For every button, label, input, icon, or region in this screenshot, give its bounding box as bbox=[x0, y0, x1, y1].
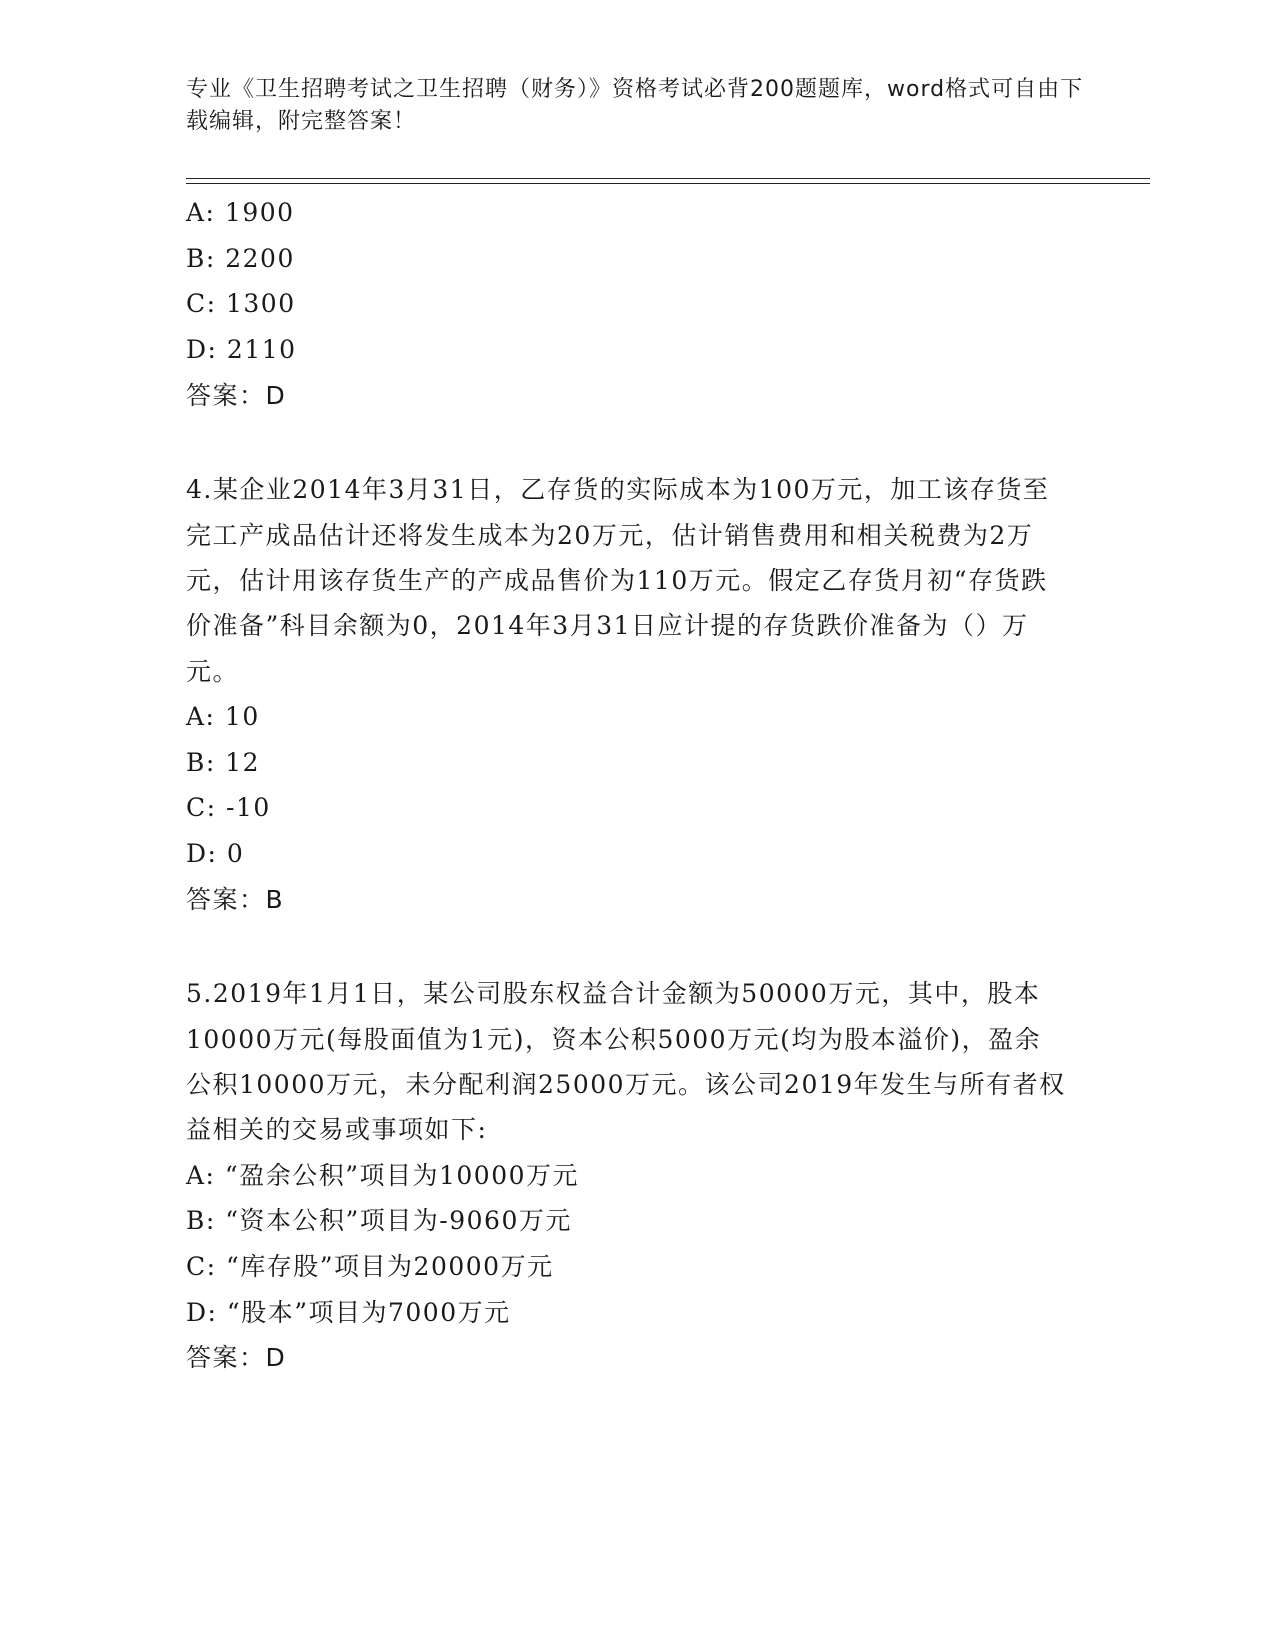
option-c: C: -10 bbox=[186, 793, 271, 823]
header-divider-top bbox=[186, 178, 1150, 179]
option-a: A: 1900 bbox=[186, 198, 295, 227]
question-4-text: 4.某企业2014年3月31日，乙存货的实际成本为100万元，加工该存货至完工产成品估计还将发生成本为20万元，估计销售费用和相关税费为2万元，估计用该存货生产的产成品售价为110万元。假定乙存货月初“存货跌价准备”科目余额为0，2014年3月31日应计提的存货跌价准备为（）万元。 bbox=[186, 475, 1050, 686]
option-d: D: “股本”项目为7000万元 bbox=[186, 1297, 511, 1327]
option-b: B: 2200 bbox=[186, 243, 295, 273]
option-a: A: 10 bbox=[186, 701, 260, 731]
question-4-answer: 答案：B bbox=[186, 884, 285, 914]
document-header: 专业《卫生招聘考试之卫生招聘（财务）》资格考试必背200题题库，word格式可自由下载编辑，附完整答案！ bbox=[186, 77, 1084, 134]
option-d: D: 2110 bbox=[186, 335, 297, 365]
question-3-answer: 答案：D bbox=[186, 380, 287, 410]
option-c: C: “库存股”项目为20000万元 bbox=[186, 1251, 554, 1281]
spacer bbox=[186, 922, 1086, 971]
question-5-options bbox=[186, 1153, 1086, 1336]
document-body bbox=[186, 190, 1086, 1381]
option-b: B: 12 bbox=[186, 747, 261, 777]
question-5-answer: 答案：D bbox=[186, 1343, 287, 1373]
option-b: B: “资本公积”项目为-9060万元 bbox=[186, 1206, 572, 1236]
spacer bbox=[186, 418, 1086, 467]
header-divider-bottom bbox=[186, 183, 1150, 184]
option-a: A: “盈余公积”项目为10000万元 bbox=[186, 1160, 580, 1190]
question-5-text: 5.2019年1月1日，某公司股东权益合计金额为50000万元，其中，股本10000万元(每股面值为1元)，资本公积5000万元(均为股本溢价)，盈余公积10000万元，未分配利润25000万元。该公司2019年发生与所有者权益相关的交易或事项如下: bbox=[186, 979, 1066, 1145]
question-4-options bbox=[186, 694, 1086, 877]
option-c: C: 1300 bbox=[186, 289, 296, 319]
question-3-options bbox=[186, 190, 1086, 373]
option-d: D: 0 bbox=[186, 838, 245, 868]
